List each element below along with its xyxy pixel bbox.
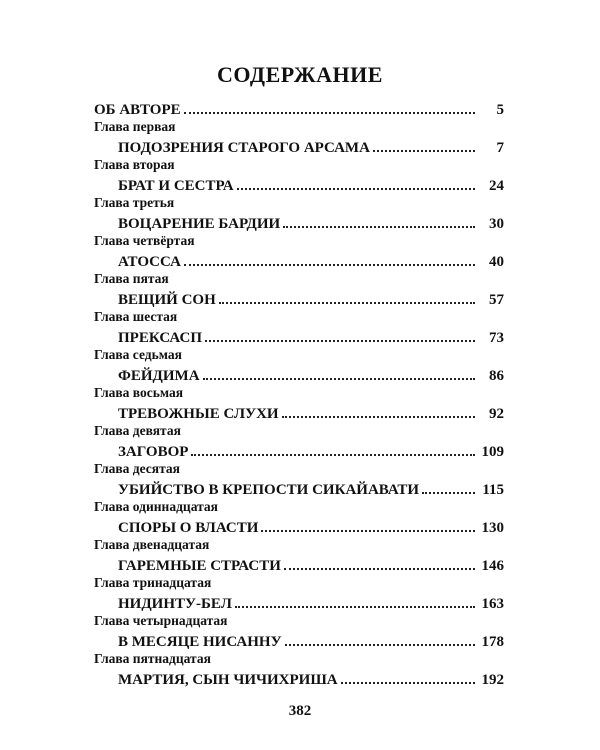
toc-entry	[94, 157, 504, 195]
toc-title: ПОДОЗРЕНИЯ СТАРОГО АРСАМА	[118, 140, 370, 156]
toc-line	[94, 592, 504, 613]
toc-title: МАРТИЯ, СЫН ЧИЧИХРИША	[118, 672, 338, 688]
chapter-label: Глава двенадцатая	[94, 537, 210, 552]
chapter-label: Глава пятнадцатая	[94, 651, 211, 666]
toc-line	[94, 98, 504, 119]
toc-page: 109	[481, 444, 504, 460]
toc-line	[94, 174, 504, 195]
chapter-label: Глава одиннадцатая	[94, 499, 218, 514]
toc-entry	[94, 385, 504, 423]
toc-line	[94, 516, 504, 537]
toc-page: 30	[489, 216, 504, 232]
toc-page: 24	[489, 178, 504, 194]
chapter-label: Глава седьмая	[94, 347, 182, 362]
dot-leader	[285, 644, 475, 646]
toc-title: ОБ АВТОРЕ	[94, 102, 181, 118]
dot-leader	[237, 188, 475, 190]
toc-page: 130	[481, 520, 504, 536]
chapter-label: Глава вторая	[94, 157, 175, 172]
dot-leader	[284, 568, 475, 570]
toc-entry	[94, 537, 504, 575]
toc-title: ЗАГОВОР	[118, 444, 189, 460]
toc-entry	[94, 119, 504, 157]
chapter-label: Глава шестая	[94, 309, 178, 324]
toc-title: ФЕЙДИМА	[118, 368, 200, 384]
toc-entry	[94, 461, 504, 499]
toc-page: 73	[489, 330, 504, 346]
toc-line	[94, 554, 504, 575]
chapter-label: Глава восьмая	[94, 385, 184, 400]
toc-page: 115	[482, 482, 504, 498]
dot-leader	[235, 606, 475, 608]
toc-page: 178	[481, 634, 504, 650]
toc-page: 192	[481, 672, 504, 688]
toc-line	[94, 668, 504, 689]
toc-page: 146	[481, 558, 504, 574]
chapter-label: Глава четырнадцатая	[94, 613, 228, 628]
dot-leader	[184, 112, 475, 114]
toc-title: СПОРЫ О ВЛАСТИ	[118, 520, 259, 536]
dot-leader	[203, 378, 475, 380]
toc-title: ВОЦАРЕНИЕ БАРДИИ	[118, 216, 281, 232]
toc-page: 86	[489, 368, 504, 384]
page-number: 382	[288, 703, 312, 719]
toc-line	[94, 402, 504, 423]
dot-leader	[191, 454, 475, 456]
toc-title: АТОССА	[118, 254, 181, 270]
toc-line	[94, 630, 504, 651]
toc-line	[94, 364, 504, 385]
dot-leader	[282, 416, 475, 418]
toc-entry	[94, 98, 504, 119]
toc-title: ГАРЕМНЫЕ СТРАСТИ	[118, 558, 281, 574]
toc-line	[94, 212, 504, 233]
toc-entry	[94, 195, 504, 233]
toc-title: ВЕЩИЙ СОН	[118, 292, 216, 308]
toc-entry	[94, 233, 504, 271]
chapter-label: Глава четвёртая	[94, 233, 195, 248]
dot-leader	[373, 150, 475, 152]
toc-page: 163	[481, 596, 504, 612]
toc-entry	[94, 347, 504, 385]
toc-entry	[94, 271, 504, 309]
toc-entry	[94, 499, 504, 537]
dot-leader	[205, 340, 475, 342]
chapter-label: Глава третья	[94, 195, 175, 210]
dot-leader	[283, 226, 475, 228]
toc-page: 7	[496, 140, 504, 156]
toc-page: 5	[496, 102, 504, 118]
toc-entry	[94, 309, 504, 347]
toc-title: ТРЕВОЖНЫЕ СЛУХИ	[118, 406, 279, 422]
toc-entry	[94, 423, 504, 461]
chapter-label: Глава пятая	[94, 271, 169, 286]
toc-title: БРАТ И СЕСТРА	[118, 178, 234, 194]
toc-entry	[94, 575, 504, 613]
toc-line	[94, 136, 504, 157]
dot-leader	[219, 302, 475, 304]
toc-page: 92	[489, 406, 504, 422]
chapter-label: Глава девятая	[94, 423, 181, 438]
toc-page: 57	[489, 292, 504, 308]
chapter-label: Глава тринадцатая	[94, 575, 212, 590]
toc-line	[94, 250, 504, 271]
dot-leader	[422, 492, 475, 494]
toc-line	[94, 326, 504, 347]
chapter-label: Глава десятая	[94, 461, 180, 476]
table-of-contents	[94, 98, 504, 689]
toc-entry	[94, 613, 504, 651]
dot-leader	[341, 682, 475, 684]
dot-leader	[184, 264, 475, 266]
chapter-label: Глава первая	[94, 119, 176, 134]
toc-entry	[94, 651, 504, 689]
toc-page: 40	[489, 254, 504, 270]
toc-line	[94, 478, 504, 499]
toc-title: УБИЙСТВО В КРЕПОСТИ СИКАЙАВАТИ	[118, 482, 420, 498]
toc-line	[94, 288, 504, 309]
dot-leader	[261, 530, 475, 532]
toc-title: НИДИНТУ-БЕЛ	[118, 596, 232, 612]
toc-title: ПРЕКСАСП	[118, 330, 203, 346]
page-title: СОДЕРЖАНИЕ	[217, 62, 383, 87]
toc-line	[94, 440, 504, 461]
toc-title: В МЕСЯЦЕ НИСАННУ	[118, 634, 282, 650]
